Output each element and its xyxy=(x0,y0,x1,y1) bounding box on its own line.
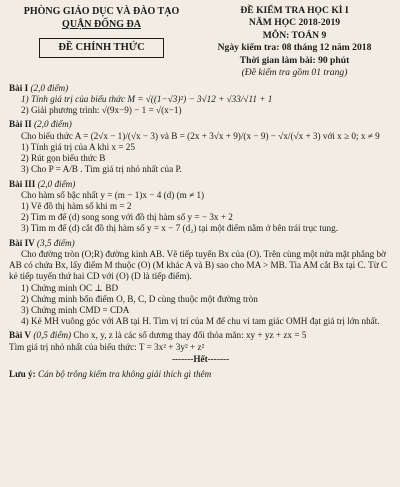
header-right xyxy=(197,5,392,80)
section-1 xyxy=(9,83,392,117)
section-4-title xyxy=(9,238,392,249)
section-4 xyxy=(9,238,392,328)
section-5-line-1 xyxy=(9,330,392,341)
section-5 xyxy=(9,330,392,352)
question-3-3: 3) Tìm m để (d) cắt đồ thị hàm số y = x − 7 (d₂) tại một điểm nằm ở bên trái trục tung. xyxy=(21,223,339,234)
question-4-3: 3) Chứng minh CMD = CDA xyxy=(21,304,130,315)
question-4-1: 1) Chứng minh OC ⊥ BD xyxy=(21,282,119,293)
school-year: NĂM HỌC 2018-2019 xyxy=(248,17,341,29)
end-marker: -------Hết------- xyxy=(171,353,230,364)
subject: MÔN: TOÁN 9 xyxy=(262,29,327,41)
official-stamp: ĐỀ CHÍNH THỨC xyxy=(39,38,163,58)
header-left xyxy=(9,5,194,80)
footer-note xyxy=(9,369,392,380)
page-count: (Đề kiểm tra gồm 01 trang) xyxy=(241,67,348,79)
section-5-points: (0,5 điểm) xyxy=(33,330,72,341)
question-2-2: 2) Rút gọn biểu thức B xyxy=(21,153,106,164)
section-4-points: (3,5 điểm) xyxy=(36,237,75,248)
note-text: Cán bộ trông kiểm tra không giải thích gì thêm xyxy=(38,369,212,380)
section-3-label: Bài III xyxy=(9,178,36,189)
question-1-1: 1) Tính giá trị của biểu thức M = √((1−√3)²) − 3√12 + √33/√11 + 1 xyxy=(21,94,273,105)
note-label: Lưu ý: xyxy=(9,369,36,380)
question-3-2: 2) Tìm m để (d) song song với đồ thị hàm số y = − 3x + 2 xyxy=(21,212,233,223)
section-4-intro: Cho đường tròn (O;R) đường kính AB. Vẽ tiếp tuyến Bx của (O). Trên cùng một nửa mặt phẳng bờ AB có chứa Bx, lấy điểm M thuộc (O) (M khác A và B) sao cho MA > MB. Tia AM cắt Bx tại C. Từ C kẻ tiếp tuyến thứ hai CD với (O) (D là tiếp điểm). xyxy=(9,248,388,282)
exam-date: Ngày kiểm tra: 08 tháng 12 năm 2018 xyxy=(217,42,372,54)
section-5-label: Bài V xyxy=(9,330,32,341)
section-2-points: (2,0 điểm) xyxy=(34,119,72,130)
section-1-label: Bài I xyxy=(9,82,29,93)
question-3-1: 1) Vẽ đồ thị hàm số khi m = 2 xyxy=(21,201,132,211)
section-5-condition: Cho x, y, z là các số dương thay đổi thỏa mãn: xy + yz + zx = 5 xyxy=(73,330,307,341)
section-2-intro: Cho biểu thức A = (2√x − 1)/(√x − 3) và B = (2x + 3√x + 9)/(x − 9) − √x/(√x + 3) với x ≥ 0; x ≠ 9 xyxy=(21,130,380,141)
question-2-3: 3) Cho P = A/B . Tìm giá trị nhỏ nhất của P. xyxy=(21,164,182,175)
department: PHÒNG GIÁO DỤC VÀ ĐÀO TẠO xyxy=(23,6,180,17)
section-2-title xyxy=(9,119,392,130)
section-2 xyxy=(9,119,392,175)
section-4-label: Bài IV xyxy=(9,237,35,248)
section-3-intro: Cho hàm số bậc nhất y = (m − 1)x − 4 (d) (m ≠ 1) xyxy=(21,189,205,200)
section-3 xyxy=(9,179,392,235)
section-3-title xyxy=(9,179,392,190)
question-2-1: 1) Tính giá trị của A khi x = 25 xyxy=(21,141,135,152)
section-5-line-2: Tìm giá trị nhỏ nhất của biểu thức: T = 3x² + 3y² + z² xyxy=(9,341,205,352)
exam-header xyxy=(9,5,392,80)
section-1-title xyxy=(9,83,392,94)
exam-title: ĐỀ KIỂM TRA HỌC KÌ I xyxy=(240,5,349,16)
section-2-label: Bài II xyxy=(9,119,32,130)
question-4-2: 2) Chứng minh bốn điểm O, B, C, D cùng thuộc một đường tròn xyxy=(21,293,258,304)
question-4-4: 4) Kẻ MH vuông góc với AB tại H. Tìm vị trí của M để chu vi tam giác OMH đạt giá trị lớn nhất. xyxy=(21,316,380,327)
district: QUẬN ĐỐNG ĐA xyxy=(62,19,141,30)
section-1-points: (2,0 điểm) xyxy=(30,82,69,93)
section-3-points: (2,0 điểm) xyxy=(37,178,76,189)
duration: Thời gian làm bài: 90 phút xyxy=(239,54,350,66)
question-1-2: 2) Giải phương trình: √(9x−9) − 1 = √(x−1) xyxy=(21,105,182,116)
